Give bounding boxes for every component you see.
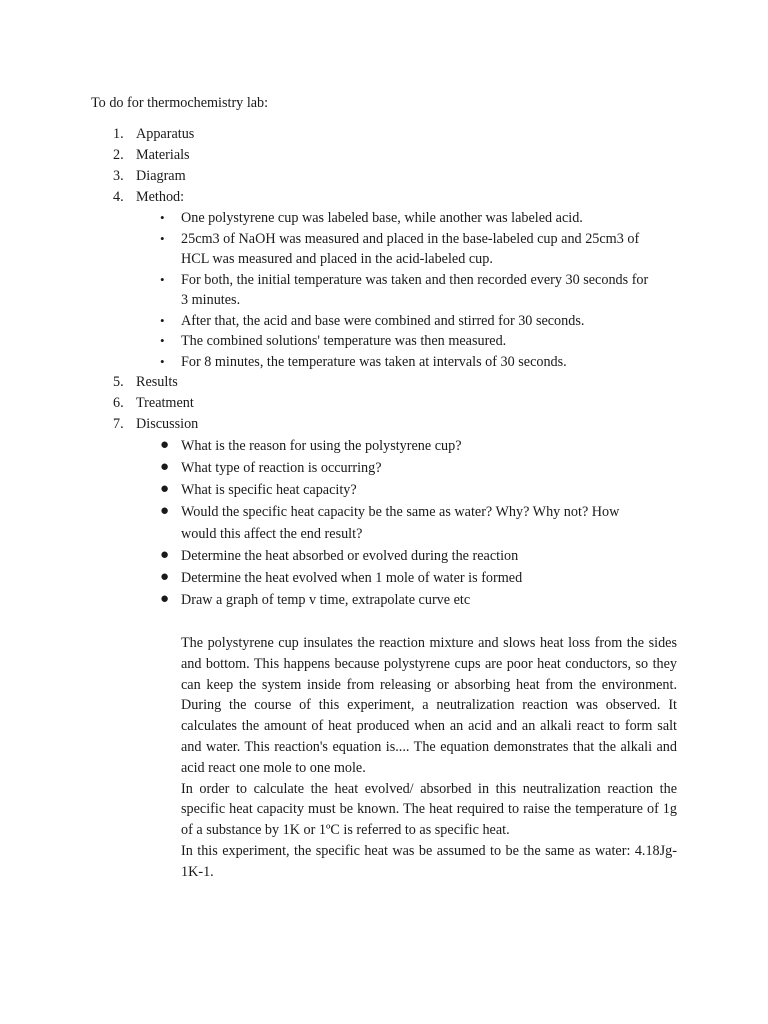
method-step-text: For both, the initial temperature was taken and then recorded every 30 seconds for 3 minutes. <box>181 271 649 308</box>
bullet-icon: ● <box>160 569 170 585</box>
list-number: 2. <box>113 147 124 163</box>
list-item-label: Treatment <box>136 395 194 411</box>
paragraph: In this experiment, the specific heat was be assumed to be the same as water: 4.18Jg-1K-1. <box>181 842 677 880</box>
method-step <box>136 352 651 373</box>
method-bullets <box>136 208 768 372</box>
list-item <box>0 393 768 414</box>
bullet-icon: • <box>160 230 165 246</box>
discussion-question-text: What type of reaction is occurring? <box>181 460 382 476</box>
discussion-question <box>136 589 651 611</box>
list-number: 4. <box>113 189 124 205</box>
list-item-label: Results <box>136 374 178 390</box>
bullet-icon: ● <box>160 547 170 563</box>
bullet-icon: ● <box>160 481 170 497</box>
method-step-text: After that, the acid and base were combined and stirred for 30 seconds. <box>181 312 585 329</box>
list-item-label: Apparatus <box>136 126 195 142</box>
method-step <box>136 229 651 270</box>
method-step-text: 25cm3 of NaOH was measured and placed in the base-labeled cup and 25cm3 of HCL was measured and placed in the acid-labeled cup. <box>181 230 640 267</box>
method-step-text: The combined solutions' temperature was then measured. <box>181 333 507 349</box>
discussion-question-text: Determine the heat absorbed or evolved during the reaction <box>181 548 519 564</box>
bullet-icon: • <box>160 353 165 369</box>
paragraph: The polystyrene cup insulates the reaction mixture and slows heat loss from the sides and bottom. This happens because polystyrene cups are poor heat conductors, so they can keep the system inside from releasing or absorbing heat from the environment. During the course of this experiment, a neutralization reaction was observed. It calculates the amount of heat produced when an acid and an alkali react to form salt and water. This reaction's equation is.... The equation demonstrates that the alkali and acid react one mole to one mole. <box>181 635 677 776</box>
list-item-label: Materials <box>136 147 190 163</box>
list-item <box>0 145 768 166</box>
discussion-question <box>136 567 651 589</box>
list-item-discussion <box>0 414 768 611</box>
method-step <box>136 208 651 229</box>
discussion-answer <box>181 633 677 883</box>
bullet-icon: ● <box>160 437 170 453</box>
list-item-label: Discussion <box>136 416 199 432</box>
discussion-question <box>136 457 651 479</box>
discussion-question-text: Draw a graph of temp v time, extrapolate curve etc <box>181 592 471 608</box>
bullet-icon: • <box>160 312 165 328</box>
discussion-question-text: What is specific heat capacity? <box>181 482 357 498</box>
discussion-question <box>136 435 651 457</box>
list-number: 3. <box>113 168 124 184</box>
list-item-label: Method: <box>136 189 185 205</box>
discussion-question-text: Would the specific heat capacity be the same as water? Why? Why not? How would this affect the end result? <box>181 504 620 542</box>
discussion-question-text: Determine the heat evolved when 1 mole of water is formed <box>181 570 523 586</box>
method-step-text: For 8 minutes, the temperature was taken at intervals of 30 seconds. <box>181 353 567 370</box>
bullet-icon: ● <box>160 459 170 475</box>
list-item <box>0 124 768 145</box>
list-number: 5. <box>113 374 124 390</box>
bullet-icon: • <box>160 333 165 348</box>
page-title: To do for thermochemistry lab: <box>91 95 269 111</box>
paragraph: In order to calculate the heat evolved/ absorbed in this neutralization reaction the specific heat capacity must be known. The heat required to raise the temperature of 1g of a substance by 1K or 1ºC is referred to as specific heat. <box>181 780 677 839</box>
bullet-icon: ● <box>160 503 170 519</box>
discussion-question <box>136 479 651 501</box>
method-step <box>136 331 651 352</box>
list-number: 6. <box>113 395 124 411</box>
method-step <box>136 270 651 311</box>
bullet-icon: • <box>160 210 165 225</box>
list-item <box>0 166 768 187</box>
list-item-label: Diagram <box>136 168 186 184</box>
lab-todo-list <box>0 124 768 611</box>
list-number: 1. <box>113 126 124 142</box>
discussion-bullets <box>136 435 768 611</box>
method-step-text: One polystyrene cup was labeled base, while another was labeled acid. <box>181 210 583 226</box>
bullet-icon: • <box>160 271 165 287</box>
list-number: 7. <box>113 416 124 432</box>
discussion-question <box>136 545 651 567</box>
discussion-question-text: What is the reason for using the polystyrene cup? <box>181 438 462 454</box>
discussion-question <box>136 501 651 545</box>
bullet-icon: ● <box>160 591 170 607</box>
method-step <box>136 311 651 332</box>
list-item <box>0 372 768 393</box>
list-item-method <box>0 187 768 372</box>
